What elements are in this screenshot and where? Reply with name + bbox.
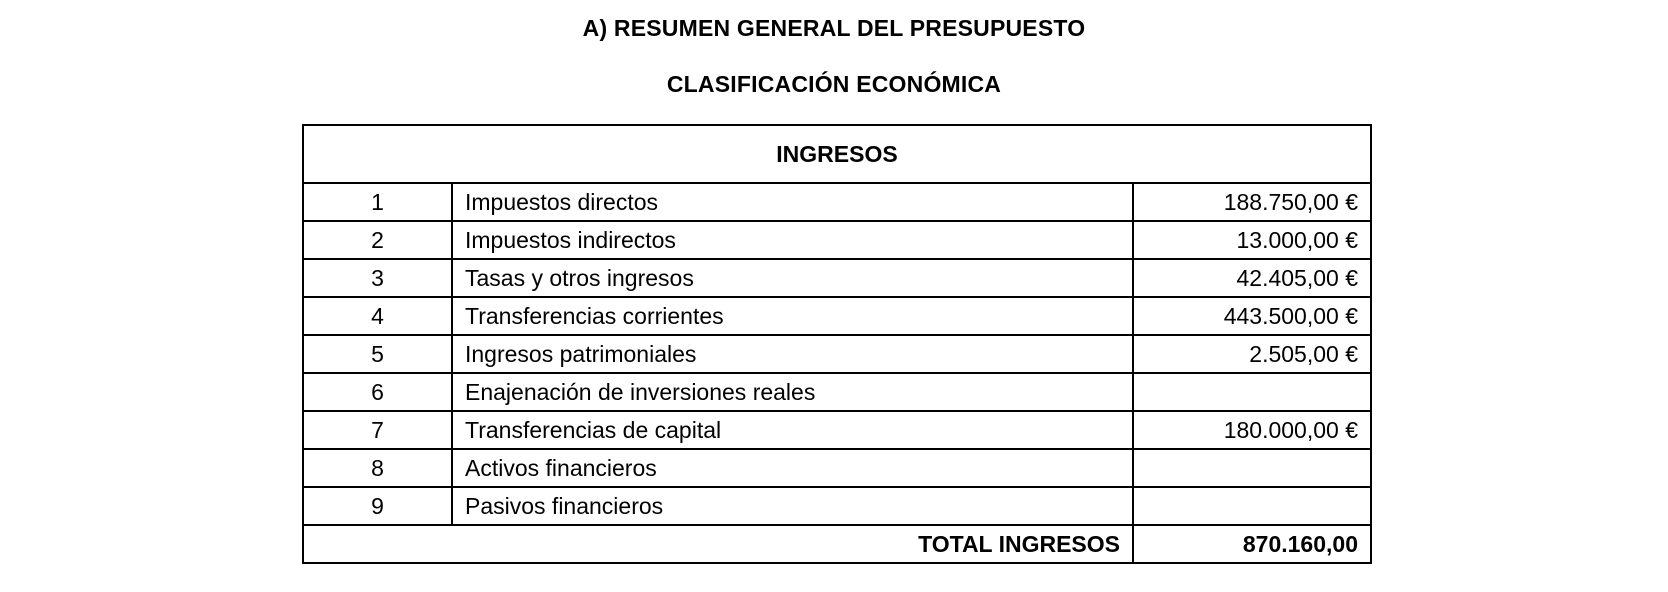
row-description: Pasivos financieros xyxy=(452,487,1133,525)
income-budget-table xyxy=(302,124,1372,564)
document-title: A) RESUMEN GENERAL DEL PRESUPUESTO xyxy=(582,15,1086,41)
row-code: 5 xyxy=(303,335,452,373)
table-row xyxy=(303,259,1371,297)
row-code: 7 xyxy=(303,411,452,449)
table-row xyxy=(303,411,1371,449)
table-row xyxy=(303,297,1371,335)
table-row xyxy=(303,449,1371,487)
row-code: 6 xyxy=(303,373,452,411)
table-row xyxy=(303,221,1371,259)
section-title-ingresos: INGRESOS xyxy=(303,125,1371,183)
row-amount xyxy=(1133,487,1371,525)
row-code: 8 xyxy=(303,449,452,487)
row-description: Impuestos indirectos xyxy=(452,221,1133,259)
row-description: Transferencias corrientes xyxy=(452,297,1133,335)
total-label: TOTAL INGRESOS xyxy=(303,525,1133,563)
row-description: Enajenación de inversiones reales xyxy=(452,373,1133,411)
row-amount: 180.000,00 € xyxy=(1133,411,1371,449)
row-code: 9 xyxy=(303,487,452,525)
table-row xyxy=(303,487,1371,525)
table-row xyxy=(303,373,1371,411)
row-code: 2 xyxy=(303,221,452,259)
row-code: 4 xyxy=(303,297,452,335)
row-amount: 42.405,00 € xyxy=(1133,259,1371,297)
row-description: Ingresos patrimoniales xyxy=(452,335,1133,373)
row-description: Impuestos directos xyxy=(452,183,1133,221)
row-amount: 188.750,00 € xyxy=(1133,183,1371,221)
row-description: Tasas y otros ingresos xyxy=(452,259,1133,297)
row-description: Activos financieros xyxy=(452,449,1133,487)
total-value: 870.160,00 xyxy=(1133,525,1371,563)
table-header-row xyxy=(303,125,1371,183)
table-row xyxy=(303,335,1371,373)
row-amount xyxy=(1133,449,1371,487)
table-row xyxy=(303,183,1371,221)
row-amount: 2.505,00 € xyxy=(1133,335,1371,373)
row-amount: 13.000,00 € xyxy=(1133,221,1371,259)
row-amount xyxy=(1133,373,1371,411)
total-row xyxy=(303,525,1371,563)
row-code: 1 xyxy=(303,183,452,221)
row-code: 3 xyxy=(303,259,452,297)
document-subtitle: CLASIFICACIÓN ECONÓMICA xyxy=(666,71,1002,97)
row-description: Transferencias de capital xyxy=(452,411,1133,449)
row-amount: 443.500,00 € xyxy=(1133,297,1371,335)
